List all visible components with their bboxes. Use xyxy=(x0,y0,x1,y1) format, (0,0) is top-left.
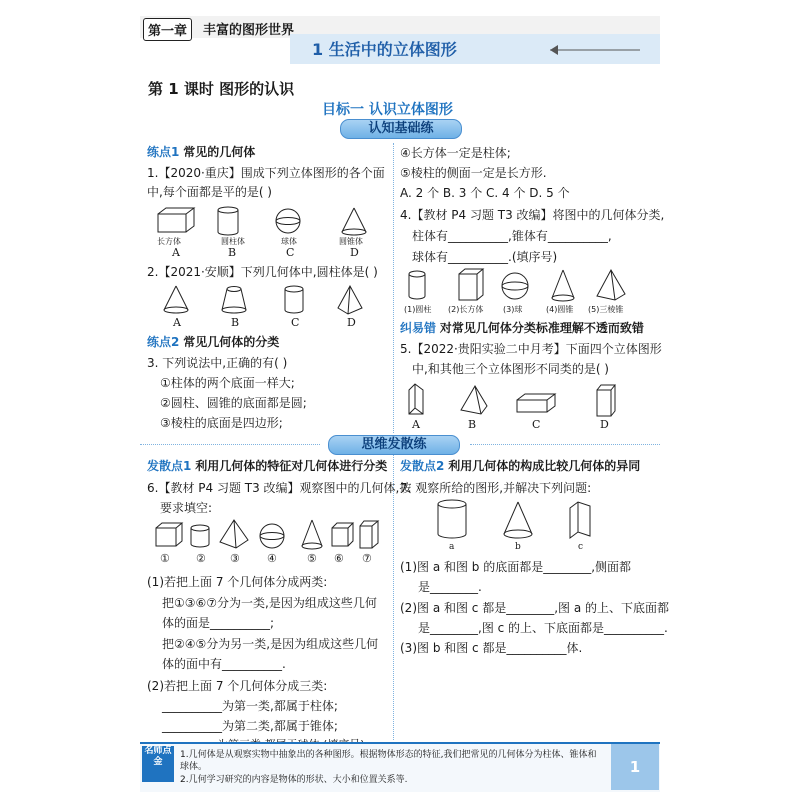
q7-p1a: (1)图 a 和图 b 的底面都是________,侧面都 xyxy=(400,560,632,574)
q1-label-3: 圆锥体 xyxy=(339,237,363,246)
q3-opt1: ①柱体的两个底面一样大; xyxy=(160,376,295,390)
q4-triangular-pyramid-shape xyxy=(597,270,625,300)
q7-letter-b: b xyxy=(515,542,521,552)
q1-letter-b: B xyxy=(228,246,237,259)
fs2-heading: 发散点2 利用几何体的构成比较几何体的异同 xyxy=(400,459,641,473)
q3-opt5: ⑤棱柱的侧面一定是长方形. xyxy=(400,166,547,180)
q6-cone-shape xyxy=(302,520,322,549)
q3-opt3: ③棱柱的底面是四边形; xyxy=(160,416,283,430)
q1-letter-a: A xyxy=(172,246,180,259)
section-title: 1 生活中的立体图形 xyxy=(312,40,457,59)
tip-line1: 1.几何体是从观察实物中抽象出的各种图形。根据物体形态的特征,我们把常见的几何体分为柱体、锥体和 xyxy=(180,750,597,760)
q4-line3: 球体有__________.(填序号) xyxy=(412,250,558,264)
q1-line1: 1.【2020·重庆】围成下列立体图形的各个面 xyxy=(147,166,385,180)
q6-p2a: __________为第一类,都属于柱体; xyxy=(162,699,338,713)
q7-shapes xyxy=(430,498,600,542)
q6-p2b: __________为第二类,都属于锥体; xyxy=(162,719,338,733)
q6-cuboid-shape xyxy=(156,523,182,546)
q7-cylinder-shape xyxy=(438,500,466,538)
section-pill-divergent: 思维发散练 xyxy=(328,435,460,455)
q7-cone-shape xyxy=(504,502,532,538)
q2-pyramid-shape xyxy=(338,286,362,314)
q6-p2: (2)若把上面 7 个几何体分成三类: xyxy=(147,679,328,693)
q4-label-3: (4)圆锥 xyxy=(546,305,574,314)
q5-triangular-prism-shape xyxy=(409,384,423,414)
q7-p1b: 是________. xyxy=(418,580,482,594)
section-pill-basic: 认知基础练 xyxy=(340,119,462,139)
q7-letter-a: a xyxy=(449,542,455,552)
q1-line2: 中,每个面都是平的是( ) xyxy=(147,185,272,199)
q5-letter-b: B xyxy=(468,418,477,431)
q4-line2: 柱体有__________,锥体有__________, xyxy=(412,229,612,243)
q2-letter-c: C xyxy=(291,316,300,329)
q6-prism-shape xyxy=(360,521,378,548)
q6-cylinder-shape xyxy=(191,525,209,547)
q6-sphere-shape xyxy=(260,524,284,548)
q6-num-5: ⑤ xyxy=(307,552,317,565)
q6-num-3: ③ xyxy=(230,552,240,565)
sphere-shape xyxy=(276,209,300,233)
q4-label-4: (5)三棱锥 xyxy=(588,305,624,314)
q6-p1c: 把②④⑤分为另一类,是因为组成这些几何 xyxy=(162,637,379,651)
column-divider-bottom xyxy=(393,455,394,740)
q6-p1: (1)若把上面 7 个几何体分成两类: xyxy=(147,575,328,589)
q5-flat-cuboid-shape xyxy=(517,394,555,412)
q1-letter-c: C xyxy=(286,246,295,259)
cuboid-shape xyxy=(158,208,194,232)
q2-frustum-shape xyxy=(222,287,246,314)
q5-line2: 中,和其他三个立体图形不同类的是( ) xyxy=(412,362,609,376)
q2-letter-b: B xyxy=(231,316,240,329)
q6-num-6: ⑥ xyxy=(334,552,344,565)
cone-shape xyxy=(342,208,366,235)
q6-p1b: 体的面是__________; xyxy=(162,616,275,630)
tip-line2: 2.几何学习研究的内容是物体的形状、大小和位置关系等. xyxy=(180,775,408,785)
q3-line1: 3. 下列说法中,正确的有( ) xyxy=(147,356,288,370)
q4-sphere-shape xyxy=(502,273,528,299)
q6-p1a: 把①③⑥⑦分为一类,是因为组成这些几何 xyxy=(162,596,377,610)
q6-line1: 6.【教材 P4 习题 T3 改编】观察图中的几何体,按 xyxy=(147,481,412,495)
q6-cube-shape xyxy=(332,523,353,546)
goal-title: 目标一 认识立体图形 xyxy=(322,102,453,118)
q3-choices: A. 2 个 B. 3 个 C. 4 个 D. 5 个 xyxy=(400,186,570,200)
q7-letter-c: c xyxy=(578,542,584,552)
q1-letter-d: D xyxy=(350,246,359,259)
divider-right xyxy=(470,444,660,445)
q1-shapes xyxy=(150,204,380,240)
q6-shapes xyxy=(152,516,382,552)
q6-num-2: ② xyxy=(196,552,206,565)
q5-letter-c: C xyxy=(532,418,541,431)
q2-shapes xyxy=(160,282,370,318)
q2-cylinder-shape xyxy=(285,286,303,313)
q2-letter-a: A xyxy=(173,316,181,329)
q5-shapes xyxy=(403,380,623,418)
q7-p3: (3)图 b 和图 c 都是__________体. xyxy=(400,641,583,655)
q4-label-0: (1)圆柱 xyxy=(404,305,432,314)
q6-p1d: 体的面中有__________. xyxy=(162,657,286,671)
q7-prism-shape xyxy=(570,502,590,538)
q3-opt4: ④长方体一定是柱体; xyxy=(400,146,511,160)
column-divider-top xyxy=(393,143,394,433)
q1-label-0: 长方体 xyxy=(157,237,181,246)
q6-num-4: ④ xyxy=(267,552,277,565)
fs1-heading: 发散点1 利用几何体的特征对几何体进行分类 xyxy=(147,459,388,473)
tip-line1b: 球体。 xyxy=(180,762,208,772)
q6-num-1: ① xyxy=(160,552,170,565)
q5-pyramid-shape xyxy=(461,386,487,414)
chapter-title: 丰富的图形世界 xyxy=(203,23,295,38)
kp2-heading: 练点2 常见几何体的分类 xyxy=(147,335,280,349)
q4-cylinder-shape xyxy=(409,271,425,299)
q4-cone-shape xyxy=(552,270,574,301)
divider-left xyxy=(140,444,320,445)
q6-num-7: ⑦ xyxy=(362,552,372,565)
cylinder-shape xyxy=(218,207,238,235)
chapter-label: 第一章 xyxy=(143,18,192,41)
q4-cuboid-shape xyxy=(459,269,483,300)
q3-opt2: ②圆柱、圆锥的底面都是圆; xyxy=(160,396,307,410)
q4-line1: 4.【教材 P4 习题 T3 改编】将图中的几何体分类, xyxy=(400,208,665,222)
q4-shapes xyxy=(403,266,633,304)
q5-line1: 5.【2022·贵阳实验二中月考】下面四个立体图形 xyxy=(400,342,662,356)
tip-badge: 名师点金 xyxy=(142,746,174,782)
q6-pyramid-shape xyxy=(220,520,248,548)
kp1-heading: 练点1 常见的几何体 xyxy=(147,145,256,159)
q7-p2a: (2)图 a 和图 c 都是________,图 a 的上、下底面都 xyxy=(400,601,670,615)
q6-line2: 要求填空: xyxy=(160,501,213,515)
q2-letter-d: D xyxy=(347,316,356,329)
q2-cone-shape xyxy=(164,286,188,313)
q5-letter-a: A xyxy=(412,418,420,431)
q4-label-2: (3)球 xyxy=(503,305,523,314)
q1-label-1: 圆柱体 xyxy=(221,237,245,246)
q4-label-1: (2)长方体 xyxy=(448,305,484,314)
lesson-title: 第 1 课时 图形的认识 xyxy=(148,80,295,98)
q7-p2b: 是________,图 c 的上、下底面都是__________. xyxy=(418,621,668,635)
q5-letter-d: D xyxy=(600,418,609,431)
q5-tall-prism-shape xyxy=(597,385,615,416)
jiucuo-heading: 纠易错 对常见几何体分类标准理解不透而致错 xyxy=(400,321,644,335)
page-number: 1 xyxy=(611,744,659,790)
q7-line1: 7. 观察所给的图形,并解决下列问题: xyxy=(400,481,592,495)
q2-line1: 2.【2021·安顺】下列几何体中,圆柱体是( ) xyxy=(147,265,378,279)
q1-label-2: 球体 xyxy=(281,237,297,246)
